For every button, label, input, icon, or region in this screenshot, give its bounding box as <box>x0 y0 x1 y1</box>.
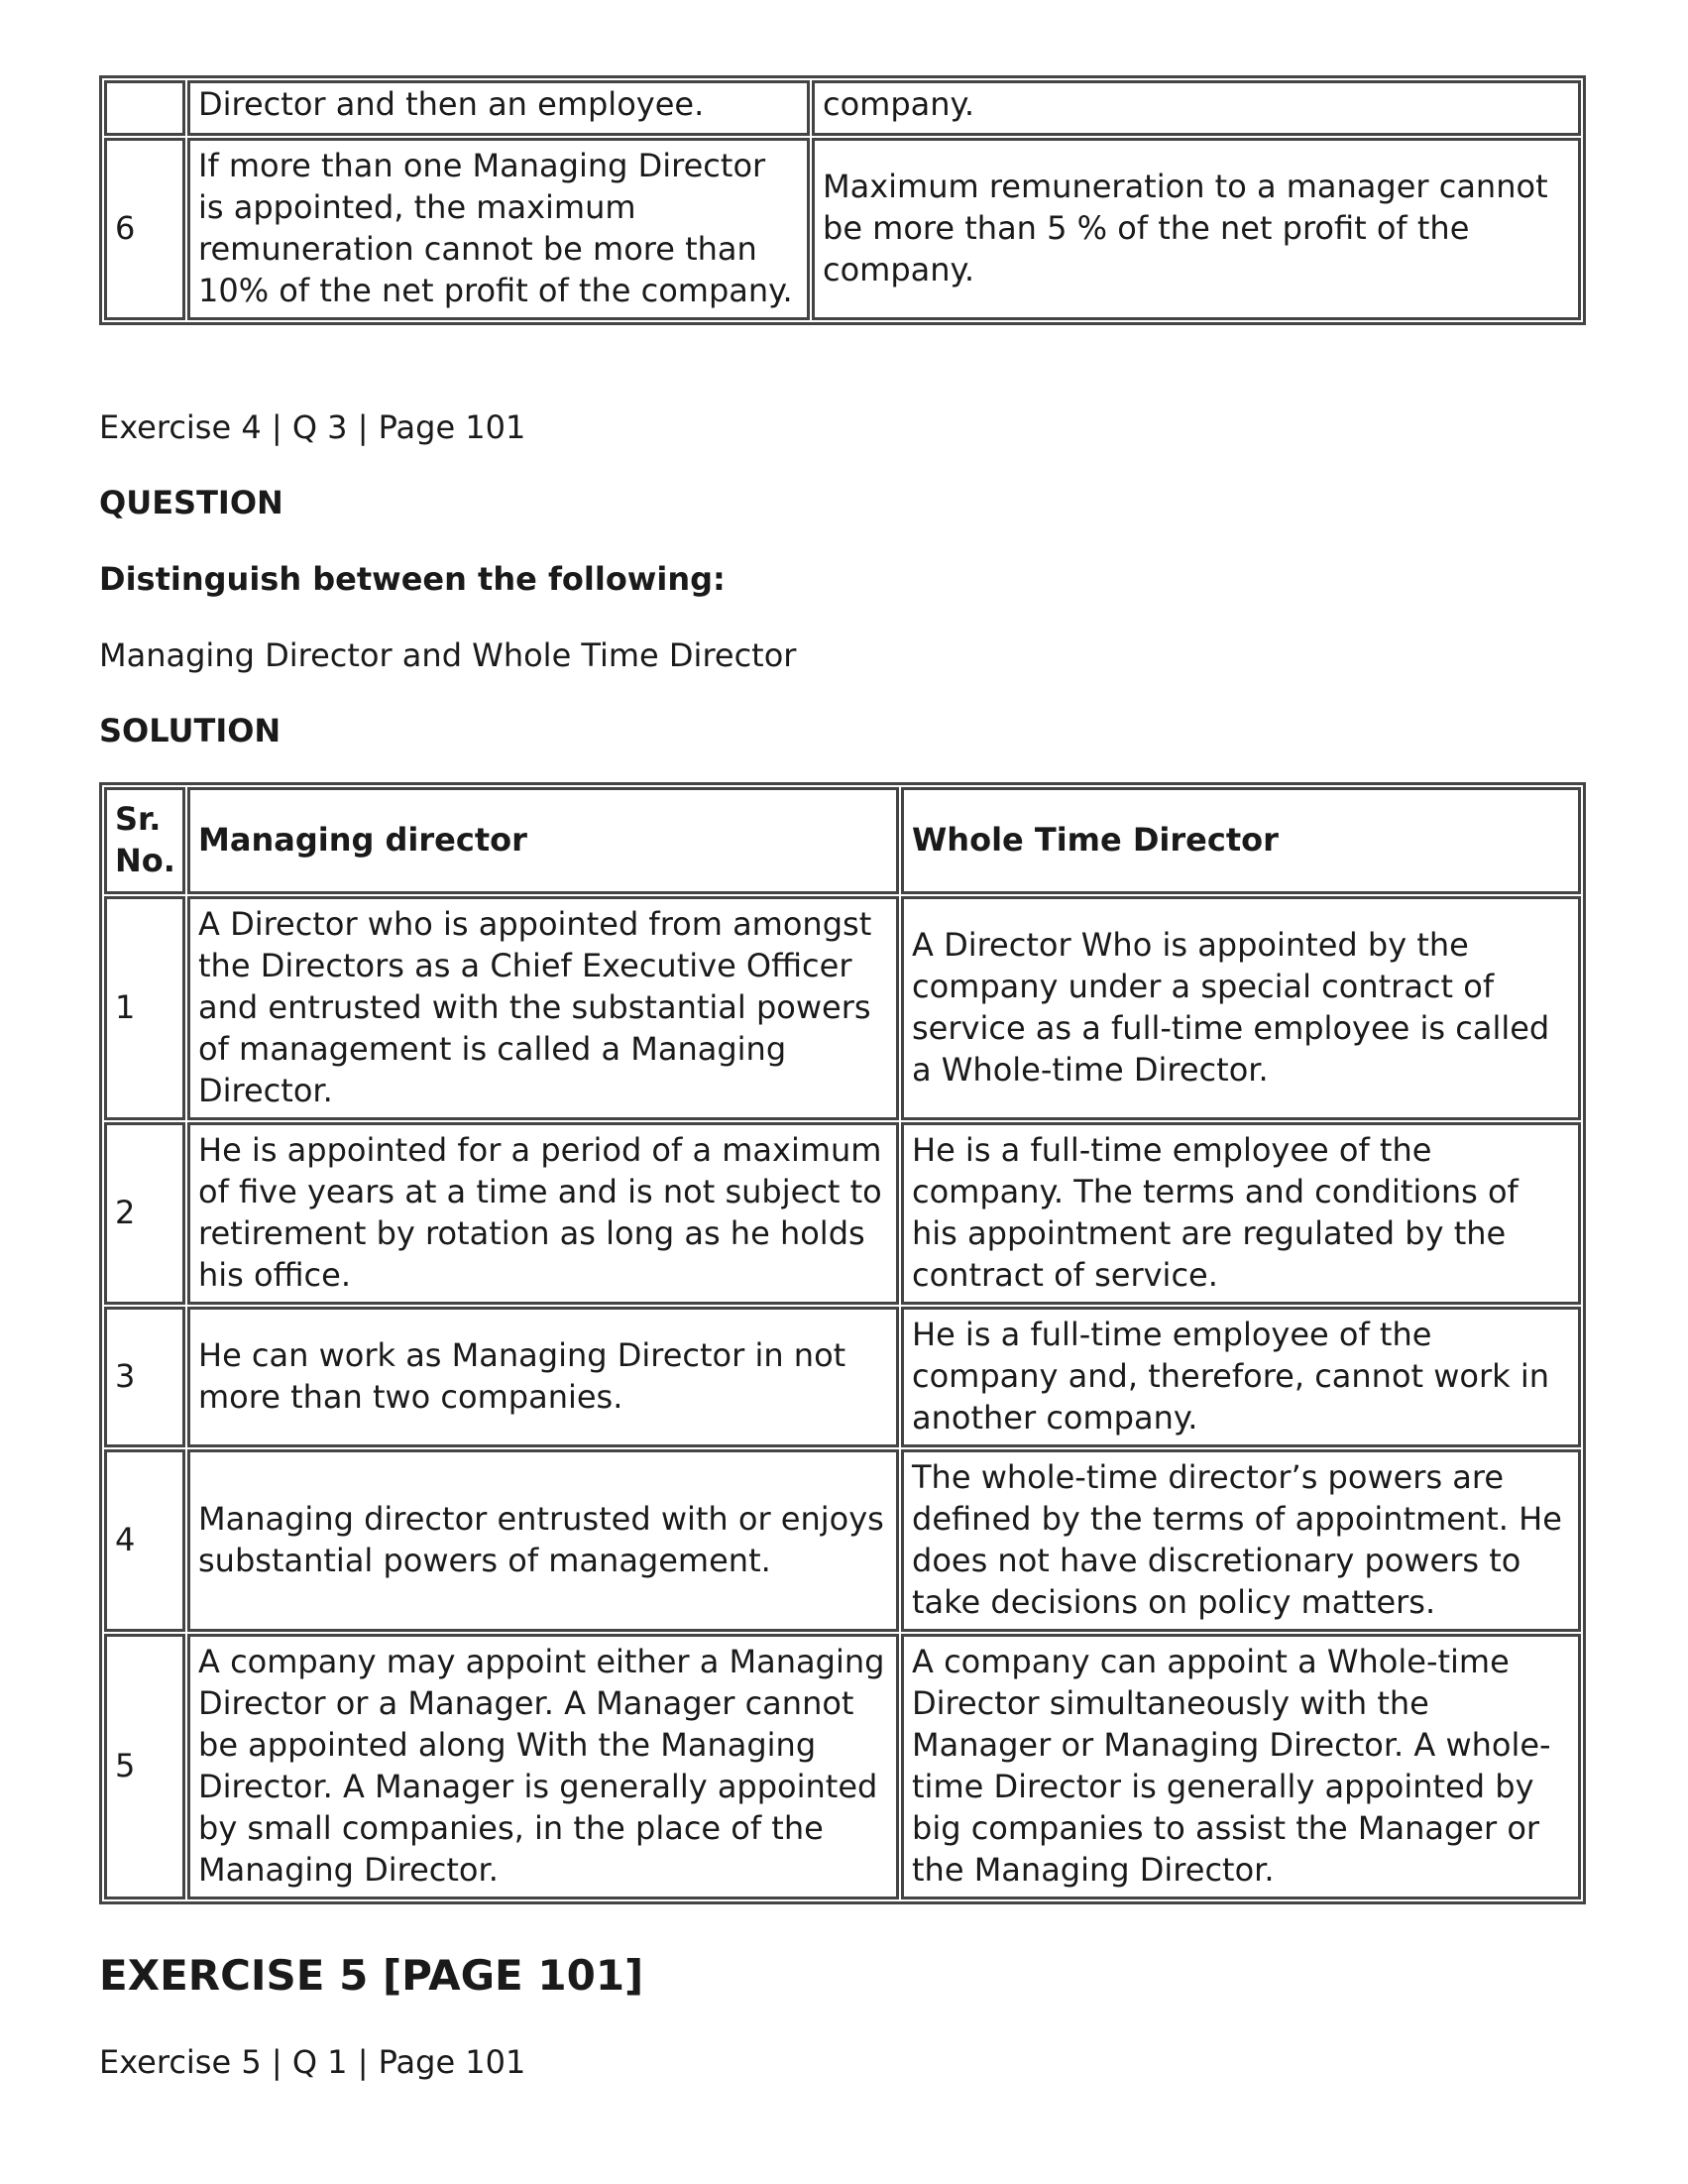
serial-number-cell: 1 <box>104 896 185 1120</box>
managing-director-cell: If more than one Managing Director is appointed, the maximum remuneration cannot be more than 10% of the net profit of the company. <box>187 138 810 320</box>
serial-number-cell: 5 <box>104 1634 185 1899</box>
comparison-table-continued <box>99 75 1586 325</box>
question-reference: Exercise 5 | Q 1 | Page 101 <box>99 2043 526 2081</box>
table-row <box>104 138 1581 320</box>
whole-time-director-cell: The whole-time director’s powers are defined by the terms of appointment. He does not have discretionary powers to take decisions on policy matters. <box>901 1449 1581 1632</box>
exercise-heading: EXERCISE 5 [PAGE 101] <box>99 1951 644 2000</box>
header-whole-time-director: Whole Time Director <box>901 787 1581 894</box>
table-row <box>104 80 1581 136</box>
header-serial-number: Sr. No. <box>104 787 185 894</box>
comparison-table <box>99 782 1586 1904</box>
solution-label: SOLUTION <box>99 712 281 749</box>
managing-director-cell: Managing director entrusted with or enjoys substantial powers of management. <box>187 1449 899 1632</box>
managing-director-cell: He is appointed for a period of a maximum of five years at a time and is not subject to retirement by rotation as long as he holds his office. <box>187 1122 899 1305</box>
manager-cell: company. <box>812 80 1581 136</box>
question-reference: Exercise 4 | Q 3 | Page 101 <box>99 408 526 446</box>
table-row <box>104 1634 1581 1899</box>
question-label: QUESTION <box>99 484 283 521</box>
question-prompt: Distinguish between the following: <box>99 560 726 598</box>
serial-number-cell: 6 <box>104 138 185 320</box>
table-row <box>104 896 1581 1120</box>
manager-cell: Maximum remuneration to a manager cannot be more than 5 % of the net profit of the company. <box>812 138 1581 320</box>
table-row <box>104 1307 1581 1447</box>
serial-number-cell: 2 <box>104 1122 185 1305</box>
table-row <box>104 1122 1581 1305</box>
managing-director-cell: Director and then an employee. <box>187 80 810 136</box>
serial-number-cell <box>104 80 185 136</box>
managing-director-cell: He can work as Managing Director in not more than two companies. <box>187 1307 899 1447</box>
managing-director-cell: A Director who is appointed from amongst the Directors as a Chief Executive Officer and entrusted with the substantial powers of management is called a Managing Director. <box>187 896 899 1120</box>
managing-director-cell: A company may appoint either a Managing Director or a Manager. A Manager cannot be appointed along With the Managing Director. A Manager is generally appointed by small companies, in the place of the Managing Director. <box>187 1634 899 1899</box>
whole-time-director-cell: He is a full-time employee of the company and, therefore, cannot work in another company. <box>901 1307 1581 1447</box>
table-header-row <box>104 787 1581 894</box>
serial-number-cell: 4 <box>104 1449 185 1632</box>
whole-time-director-cell: A Director Who is appointed by the company under a special contract of service as a full-time employee is called a Whole-time Director. <box>901 896 1581 1120</box>
whole-time-director-cell: A company can appoint a Whole-time Director simultaneously with the Manager or Managing Director. A whole-time Director is generally appointed by big companies to assist the Manager or the Managing Director. <box>901 1634 1581 1899</box>
header-managing-director: Managing director <box>187 787 899 894</box>
serial-number-cell: 3 <box>104 1307 185 1447</box>
table-row <box>104 1449 1581 1632</box>
question-text: Managing Director and Whole Time Director <box>99 636 797 674</box>
whole-time-director-cell: He is a full-time employee of the company. The terms and conditions of his appointment are regulated by the contract of service. <box>901 1122 1581 1305</box>
